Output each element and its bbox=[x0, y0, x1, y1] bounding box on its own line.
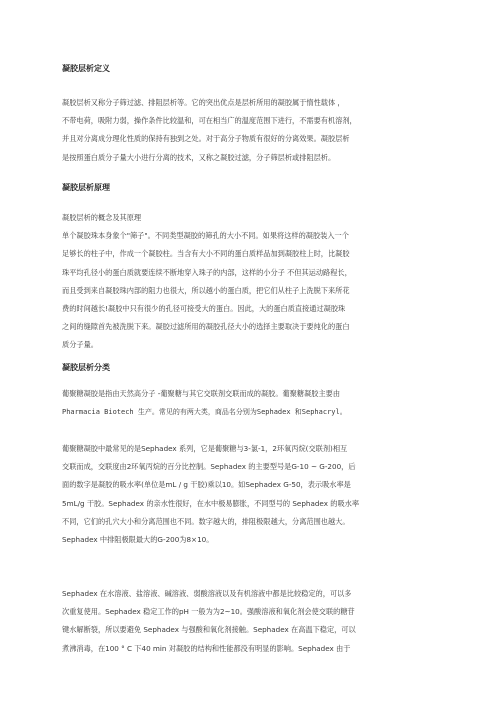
section-heading-principle: 凝胶层析原理 bbox=[62, 183, 110, 192]
text-line: Sephadex 中排阻极限最大的G-200为8×10。 bbox=[62, 534, 214, 544]
text-line: 之间的缝隙首先被洗脱下来。凝胶过滤所用的凝胶孔径大小的选择主要取决于要纯化的蛋白 bbox=[62, 322, 350, 332]
text-line: 交联而成，交联度由2环氧丙烷的百分比控制。Sephadex 的主要型号是G-10 ~ G-200，后 bbox=[62, 462, 356, 472]
section-heading-definition: 凝胶层析定义 bbox=[62, 64, 110, 73]
text-line: 足够长的柱子中，作成一个凝胶柱。当含有大小不同的蛋白质样品加到凝胶柱上时，比凝胶 bbox=[62, 249, 350, 259]
text-line: 费的时间越长!凝胶中只有很少的孔径可接受大的蛋白。因此，大的蛋白质直接通过凝胶珠 bbox=[62, 303, 346, 313]
paragraph-definition bbox=[62, 94, 436, 167]
paragraph-classification-intro bbox=[62, 385, 436, 421]
paragraph-sephadex-stability bbox=[62, 585, 436, 658]
text-line: 不带电荷，吸附力弱，操作条件比较温和，可在相当广的温度范围下进行，不需要有机溶剂， bbox=[62, 116, 357, 126]
section-heading-classification: 凝胶层析分类 bbox=[62, 363, 110, 372]
text-line: 珠平均孔径小的蛋白质就要连续不断地穿入珠子的内部，这样的小分子 不但其运动路程长， bbox=[62, 267, 352, 277]
text-line: 次重复使用。Sephadex 稳定工作的pH 一般为为2~10。强酸溶液和氧化剂会使交联的糖苷 bbox=[62, 607, 355, 617]
text-line: Sephadex 在水溶液、盐溶液、碱溶液、弱酸溶液以及有机溶液中都是比较稳定的，可以多 bbox=[62, 589, 352, 598]
text-line: 煮沸消毒，在100 ° C 下40 min 对凝胶的结构和性能都没有明显的影响。Sephadex 由于 bbox=[62, 643, 351, 653]
text-line: 质分子量。 bbox=[62, 340, 98, 350]
text-line: 单个凝胶珠本身象个"筛子"。不同类型凝胶的筛孔的大小不同。如果将这样的凝胶装入一个 bbox=[62, 231, 349, 241]
text-line: Pharmacia Biotech 生产。常见的有两大类，商品名分别为Sephadex 和Sephacryl。 bbox=[62, 408, 347, 417]
paragraph-principle bbox=[62, 209, 436, 355]
text-line: 葡聚糖凝胶中最常见的是Sephadex 系列，它是葡聚糖与3-氯-1，2环氧丙烷(交联剂)相互 bbox=[62, 444, 348, 453]
text-line: 面的数字是凝胶的吸水率(单位是mL / g 干胶)乘以10。如Sephadex G-50，表示吸水率是 bbox=[62, 480, 351, 490]
text-line: 键水解断裂，所以要避免 Sephadex 与强酸和氧化剂接触。Sephadex 在高温下稳定，可以 bbox=[62, 625, 356, 635]
paragraph-sephadex-series bbox=[62, 440, 436, 549]
text-line: 而且受到来自凝胶珠内部的阻力也很大，所以越小的蛋白质，把它们从柱子上洗脱下来所花 bbox=[62, 285, 350, 295]
text-line: 并且对分离成分理化性质的保持有独到之处。对于高分子物质有很好的分离效果。凝胶层析 bbox=[62, 134, 350, 144]
text-line: 5mL/g 干胶。Sephadex 的亲水性很好，在水中极易膨胀，不同型号的 Sephadex 的吸水率 bbox=[62, 498, 360, 508]
text-line: 葡聚糖凝胶是指由天然高分子 -葡聚糖与其它交联剂交联而成的凝胶。葡聚糖凝胶主要由 bbox=[62, 389, 341, 398]
text-line: 凝胶层析又称分子筛过滤、排阻层析等。它的突出优点是层析所用的凝胶属于惰性载体 ， bbox=[62, 98, 345, 107]
text-line: 不同，它们的孔穴大小和分离范围也不同。数字越大的，排阻极限越大，分离范围也越大。 bbox=[62, 516, 350, 526]
text-line: 凝胶层析的概念及其原理 bbox=[62, 213, 142, 222]
text-line: 是按照蛋白质分子量大小进行分离的技术，又称之凝胶过滤，分子筛层析或排阻层析。 bbox=[62, 152, 336, 162]
